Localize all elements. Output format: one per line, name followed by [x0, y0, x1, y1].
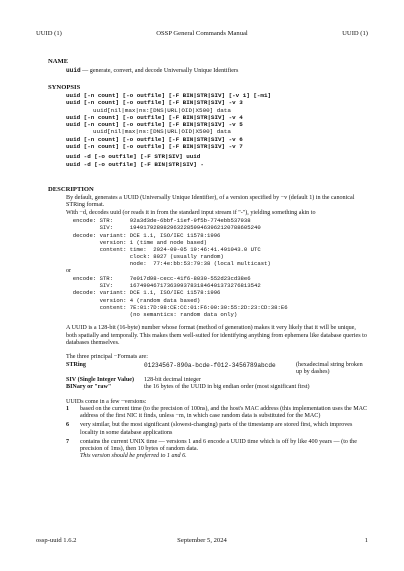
version-number: 1 [66, 405, 70, 412]
format-name: BINary or "raw" [66, 384, 112, 391]
synopsis-block [66, 92, 368, 168]
synopsis-line: uuid [-n count] [-o outfile] [-F BIN|STR|SIV] -v 5 [66, 121, 243, 129]
page-footer [36, 537, 368, 545]
header-left: UUID (1) [36, 30, 62, 37]
version-number: 6 [66, 422, 70, 429]
synopsis-line: uuid -d [-o outfile] [-F BIN|STR|SIV] - [66, 160, 204, 168]
synopsis-line: uuid [-n count] [-o outfile] [-F BIN|STR|SIV] -v 4 [66, 113, 243, 121]
format-example: the 16 bytes of the UUID in big endian order (most significant first) [144, 384, 310, 391]
format-example: 01234567-890a-bcde-f012-3456789abcde [144, 361, 276, 369]
name-cmd: uuid [66, 67, 81, 74]
formats-table [66, 362, 368, 392]
footer-center: September 5, 2024 [177, 537, 227, 544]
description-p2: With −d, decodes uuid (or reads it in from the standard input stream if "-"), yielding something akin to [66, 209, 316, 216]
page-header [36, 30, 368, 38]
format-name: STRing [66, 361, 86, 368]
description-p1: By default, generates a UUID (Universally Unique Identifier), of a version specified by −v (default 1) in the canonical STRing format. [66, 195, 355, 209]
synopsis-line: uuid [-n count] [-o outfile] [-F BIN|STR|SIV] -v 7 [66, 143, 243, 151]
description-section [66, 195, 368, 462]
header-right: UUID (1) [342, 30, 368, 37]
version-7-note: This version should be preferred to 1 and 6. [80, 453, 187, 460]
name-heading: NAME [48, 58, 69, 65]
name-desc: — generate, convert, and decode Universally Unique Identifiers [82, 68, 239, 74]
synopsis-line: uuid[nil|max|ns:[DNS|URL|OID|X500] data [93, 106, 231, 114]
synopsis-heading: SYNOPSIS [48, 84, 81, 91]
list-item [66, 439, 368, 461]
decode-example-1: encode: STR: 92a3d3de-6bbf-11ef-9f5b-774ebb537938 SIV: 194917928982963228599463962120788605240 decode: variant: DCE 1.1, ISO/IEC 11578:1996 version: 1 (time and node based) content: time: 2024-09-05 19:46:41.491043.0 UTC clock: 8027 (usually random) node: 77:4e:bb:53:79:38 (local multicast) [72, 217, 271, 268]
format-name: SIV (Single Integer Value) [66, 376, 135, 383]
description-p5: UUIDs come in a few −versions: [66, 398, 147, 405]
synopsis-line: uuid [-n count] [-o outfile] [-F BIN|STR|SIV] -v 3 [66, 99, 243, 107]
format-desc: (hexadecimal string broken up by dashes) [296, 361, 363, 376]
synopsis-line: uuid -d [-o outfile] [-F STR|SIV] uuid [66, 153, 201, 161]
description-heading: DESCRIPTION [48, 186, 94, 193]
or-text: or [66, 267, 72, 274]
list-item [66, 406, 368, 421]
description-p4: The three principal −Formats are: [66, 354, 148, 361]
synopsis-line: uuid [-n count] [-o outfile] [-F BIN|STR|SIV] [-v 1] [-m1] [66, 92, 272, 99]
version-text: based on the current time (to the precision of 100ns), and the host's MAC address (this implementation uses the MAC address of the first NIC it finds, unless −m, in which case random data is substituted for the MAC) [80, 405, 368, 420]
footer-right: 1 [364, 537, 368, 544]
versions-list [66, 406, 368, 461]
name-section [66, 67, 368, 75]
format-example: 128-bit decimal integer [144, 376, 201, 383]
synopsis-line: uuid[nil|max|ns:[DNS|URL|OID|X500] data [93, 128, 231, 136]
version-text: contains the current UNIX time — versions 1 and 6 encode a UUID time which is off by like 400 years — (to the precision of 1ms), then 10 bytes of random data. [80, 438, 357, 452]
list-item [66, 422, 368, 437]
description-p3: A UUID is a 128-bit (16-byte) number whose format (method of generation) makes it very likely that it will be unique, both spatially and temporally. This makes them well-suited for identifying anything from ephemera like database queries to databases themselves. [66, 325, 367, 347]
synopsis-line: uuid [-n count] [-o outfile] [-F BIN|STR|SIV] -v 6 [66, 135, 243, 143]
header-center: OSSP General Commands Manual [156, 30, 248, 37]
version-text: very similar, but the most significant (slowest-changing) parts of the timestamp are stored first, which improves locality in some database applications [80, 422, 353, 436]
decode-example-2: encode: STR: 7e017d98-cecc-41f6-8030-552d23cd38e6 SIV: 167490467173639937831846401373276813542 decode: variant: DCE 1.1, ISO/IEC 11578:1996 version: 4 (random data based) content: 7E:01:7D:98:CE:CC:01:F6:00:30:55:2D:23:CD:38:E6 (no semantics: random data only) [72, 275, 288, 319]
footer-left: ossp-uuid 1.6.2 [36, 537, 77, 544]
version-number: 7 [66, 438, 70, 445]
